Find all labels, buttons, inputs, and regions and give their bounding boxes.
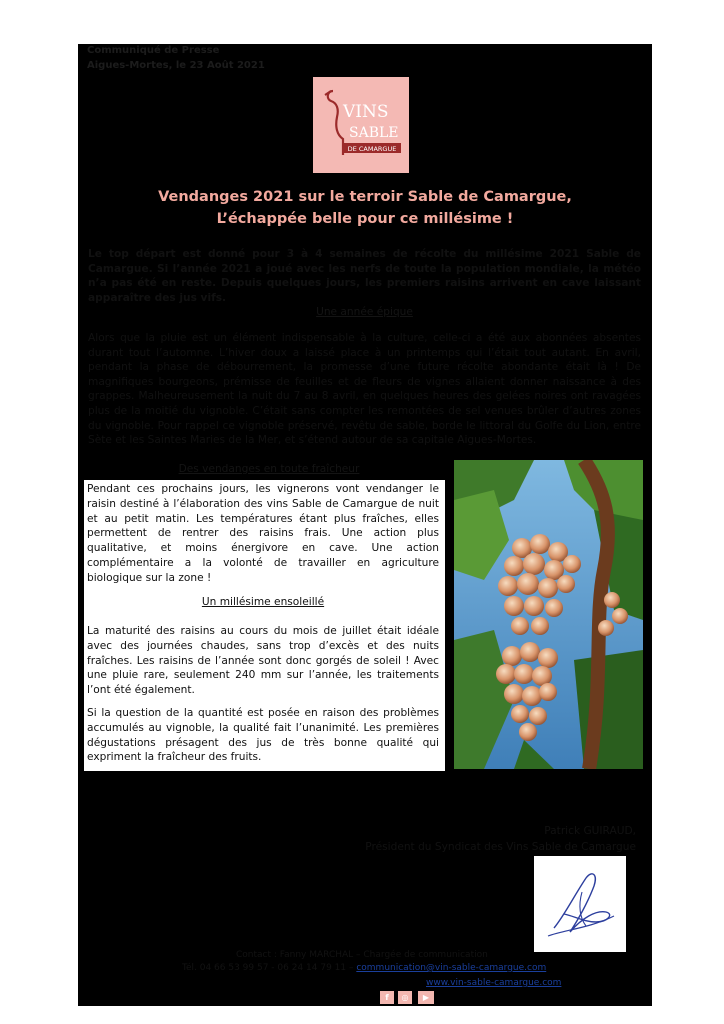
facebook-icon[interactable]: f — [380, 991, 394, 1004]
title — [98, 186, 632, 230]
contact-details — [182, 963, 546, 973]
instagram-icon[interactable]: ◎ — [398, 991, 412, 1004]
section-heading-annee-epique: Une année épique — [316, 306, 413, 318]
section-body-millesime-2: Si la question de la quantité est posée en raison des problèmes accumulés au vignoble, la qualité fait l’unanimité. Les premières dégustations présagent des jus de très bonne qualité qui expriment la fraîcheur des fruits. — [87, 707, 439, 764]
section-body-vendanges-fraicheur: Pendant ces prochains jours, les vignerons vont vendanger le raisin destiné à l’élaboration des vins Sable de Camargue de nuit et au petit matin. Les températures étant plus fraîches, elles permettent de rentrer des raisins frais. Une action plus qualitative, et moins énergivore en cave. Une action complémentaire a la volonté de travailler en agriculture biologique sur la zone ! — [87, 483, 439, 584]
title-line-1: Vendanges 2021 sur le terroir Sable de Camargue, — [158, 189, 572, 205]
logo-word-camargue: DE CAMARGUE — [347, 145, 397, 153]
website-link[interactable]: www.vin-sable-camargue.com — [426, 978, 562, 988]
logo-word-sable: SABLE — [349, 125, 399, 141]
youtube-icon[interactable]: ▶ — [418, 991, 434, 1004]
contact-person: Contact : Fanny MARCHAL – Chargée de communication — [236, 950, 488, 960]
signatory-name: Patrick GUIRAUD, — [544, 825, 636, 837]
handwritten-signature — [534, 856, 626, 952]
press-release-page — [78, 44, 652, 1006]
press-label: Communiqué de Presse — [87, 45, 220, 56]
section-body-millesime-1: La maturité des raisins au cours du mois de juillet était idéale avec des journées chaudes, sans trop d’excès et des nuits fraîches. Les raisins de l’année sont donc gorgés de soleil ! Avec une pluie rare, seulement 240 mm sur l’année, les traitements l’ont été également. — [87, 625, 439, 697]
vins-sable-camargue-logo — [313, 77, 409, 173]
title-line-2: L’échappée belle pour ce millésime ! — [216, 211, 514, 227]
contact-email-link[interactable]: communication@vin-sable-camargue.com — [356, 963, 547, 973]
signatory-role: Président du Syndicat des Vins Sable de Camargue — [365, 841, 636, 853]
article-text-box — [84, 480, 445, 771]
section-heading-vendanges-fraicheur: Des vendanges en toute fraîcheur — [178, 463, 360, 475]
section-body-annee-epique: Alors que la pluie est un élément indispensable à la culture, celle-ci a été aux abonnées absentes durant tout l’automne. L’hiver doux a laissé place à un printemps qui l’était tout autant. En avril, pendant la phase de débourrement, la promesse d’une future récolte abondante était là ! De magnifiques bourgeons, prémisse de feuilles et de fleurs de vignes allaient donner naissance à des grappes. Malheureusement la nuit du 7 au 8 avril, en quelques heures des gelées noires ont ravagées plus de la moitié du vignoble. C’était sans compter les remontées de sel venues brûler d’autres zones du vignoble. Pour rappel ce vignoble préservé, revêtu de sable, borde le littoral du Golfe du Lion, entre Sète et les Saintes Maries de la Mer, et s’étend autour de sa capitale Aigues-Mortes. — [88, 332, 641, 447]
website-row — [426, 978, 561, 988]
section-heading-millesime-ensoleille: Un millésime ensoleillé — [201, 596, 325, 608]
intro-paragraph: Le top départ est donné pour 3 à 4 semaines de récolte du millésime 2021 Sable de Camargue. Si l’année 2021 a joué avec les nerfs de toute la population mondiale, la météo n’a pas été en reste. Depuis quelques jours, les premiers raisins arrivent en cave laissant apparaître des jus vifs. — [88, 248, 641, 304]
logo-word-vins: VINS — [343, 102, 389, 122]
date-line: Aigues-Mortes, le 23 Août 2021 — [87, 60, 265, 71]
contact-phones: Tél. 04 66 53 99 57 - 06 24 14 79 11 – — [182, 963, 357, 973]
grapes-photo — [454, 460, 643, 769]
